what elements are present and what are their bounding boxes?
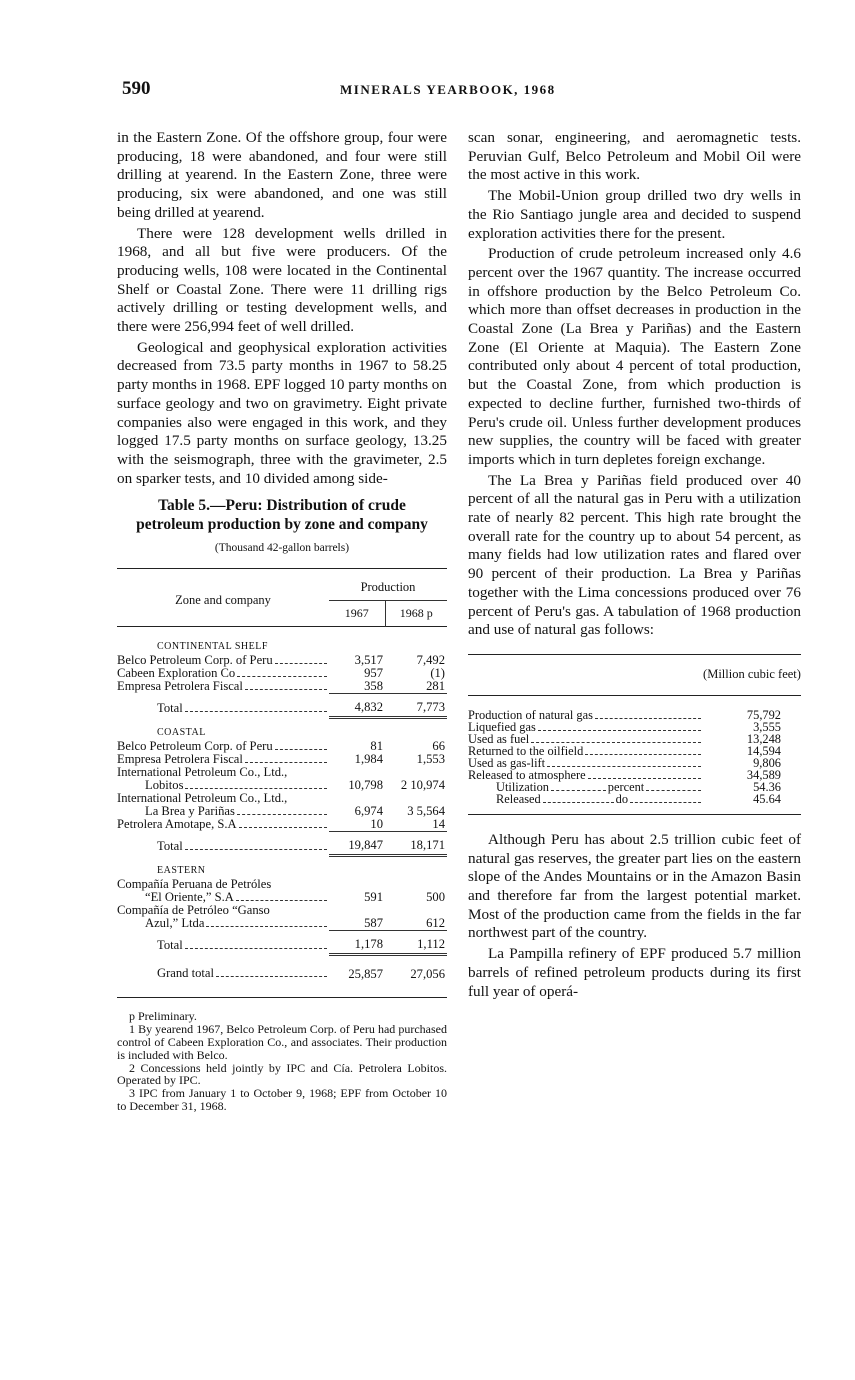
value-1967: 358 [364,678,383,693]
table-row [117,917,447,930]
paragraph: The La Brea y Pariñas field produced over 40 percent of all the natural gas in Peru with a utilization rate of nearly 82 percent. This high rate brought the overall rate for the country up to about 54 percent, as many fields had low utilization rates and flared over 90 percent of their production. La Brea y Pariñas together with the Lima concessions produced over 76 percent of Peru's gas. A tabulation of 1968 production and use of natural gas follows: [468,471,801,639]
row-label: International Petroleum Co., Ltd., [117,765,288,780]
row-unit: do [615,791,629,806]
gas-value: 14,594 [746,743,781,758]
running-header [118,78,778,102]
total-1967: 4,832 [329,693,385,718]
total-1967: 1,178 [329,930,385,955]
paragraph: in the Eastern Zone. Of the offshore group, four were producing, 18 were abandoned, and four were still drilling at yearend. In the Eastern Zone, three were producing, six were abandoned, and one was still being drilled at yearend. [117,129,447,221]
paragraph: Production of crude petroleum increased only 4.6 percent over the 1967 quantity. The increase occurred in offshore production by the Belco Petroleum Co. which more than offset decreases in production in the Coastal Zone (La Brea y Pariñas) and the Eastern Zone (El Oriente at Maquia). The Eastern Zone contributed only about 4 percent of total production, but the Coastal Zone, from which production is expected to decline further, furnished two-thirds of Peru's crude oil. Unless further development produces new supplies, the country will be faced with greater imports which in turn depletes foreign exchange. [468,245,801,468]
row-label: International Petroleum Co., Ltd., [117,790,288,805]
leader-dots [630,802,701,803]
production-table [117,568,447,983]
value-1967: 957 [364,665,383,680]
paragraph: There were 128 development wells drilled in 1968, and all but five were producers. Of the producing wells, 108 were located in the Continental Shelf or Coastal Zone. There were 11 drilling rigs actively drilling or testing development wells, and there were 256,994 feet of well drilled. [117,224,447,336]
leader-dots [185,788,327,789]
leader-dots [547,766,701,767]
paragraph: La Pampilla refinery of EPF produced 5.7 million barrels of refined petroleum products during its first full year of operá- [468,945,801,1000]
right-column [468,129,801,1001]
value-1968: 281 [426,678,445,693]
section-heading: CONTINENTAL SHELF [157,640,268,652]
gas-value: 34,589 [746,767,781,782]
value-1967: 81 [370,739,383,754]
leader-dots [585,754,701,755]
value-1967: 3,517 [354,652,383,667]
leader-dots [588,778,701,779]
total-row [117,693,447,718]
leader-dots [275,749,327,750]
table-row [468,794,801,806]
gas-value: 9,806 [753,755,781,770]
row-label: Total [157,937,183,952]
grand-total-1967: 25,857 [348,966,383,981]
leader-dots [185,948,327,949]
row-label: Belco Petroleum Corp. of Peru [117,652,273,667]
value-1968: 14 [432,816,445,831]
value-1968: 2 10,974 [400,778,445,793]
production-table-body [117,626,447,983]
paragraph: Geological and geophysical exploration activities decreased from 73.5 party months in 1967 to 58.25 party months in 1968. EPF logged 10 party months on surface geology and two on gravimetry. Eight private companies also were engaged in this work, and they logged 17.5 party months on surface geology, 13.25 with the seismograph, three with the gravimeter, 2.5 on sparker tests, and 10 divided among side- [117,338,447,487]
table-row [117,792,447,805]
value-1967: 10,798 [348,778,383,793]
leader-dots [595,718,701,719]
gas-table-body [468,695,801,814]
row-label: Production of natural gas [468,707,593,722]
row-unit: percent [607,779,645,794]
column-header-1968: 1968 p [399,606,433,621]
leader-dots [543,802,614,803]
gas-unit-header: (Million cubic feet) [703,666,801,681]
table-row [117,878,447,891]
leader-dots [185,849,327,850]
table-row [117,654,447,667]
row-label: Liquefied gas [468,719,536,734]
column-header-zone: Zone and company [117,569,329,627]
paragraph: The Mobil-Union group drilled two dry wells in the Rio Santiago jungle area and decided to suspend exploration activities there for the present. [468,187,801,242]
gas-value: 54.36 [753,779,781,794]
leader-dots [646,790,701,791]
gas-value: 13,248 [746,731,781,746]
table-caption: Table 5.—Peru: Distribution of crude petroleum production by zone and company [136,497,428,534]
value-1968: 66 [432,739,445,754]
row-label: Empresa Petrolera Fiscal [117,752,243,767]
section-heading: EASTERN [157,865,206,877]
value-1967: 10 [370,816,383,831]
value-1968: 7,492 [416,652,445,667]
leader-dots [275,663,327,664]
leader-dots [216,976,327,977]
table-row [117,818,447,831]
row-label: Used as fuel [468,731,530,746]
row-label: Compañía de Petróleo “Ganso [117,902,270,917]
paragraph: scan sonar, engineering, and aeromagnetic tests. Peruvian Gulf, Belco Petroleum and Mobil Oil were the most active in this work. [468,129,801,184]
row-label: Released to atmosphere [468,767,586,782]
row-label: Compañía Peruana de Petróles [117,877,272,892]
leader-dots [206,926,327,927]
leader-dots [538,730,701,731]
leader-dots [237,676,327,677]
value-1967: 587 [364,915,383,930]
value-1968: 612 [426,915,445,930]
footnote: 1 By yearend 1967, Belco Petroleum Corp. of Peru had purchased control of Cabeen Exploration Co., and associates. Their production is included with Belco. [117,1022,447,1062]
leader-dots [245,762,327,763]
gas-value: 45.64 [753,791,781,806]
value-1967: 6,974 [354,803,383,818]
table-bottom-rule [468,806,801,815]
row-label: Azul,” Ltda [145,916,205,931]
value-1968: 1,553 [416,752,445,767]
section-heading: COASTAL [157,727,206,739]
row-label: Petrolera Amotape, S.A [117,817,237,832]
gas-value: 75,792 [746,707,781,722]
section-row [117,626,447,653]
leader-dots [239,827,327,828]
row-label: Grand total [157,966,215,981]
total-1968: 7,773 [385,693,447,718]
table-row [117,891,447,904]
leader-dots [185,711,327,712]
total-1968: 18,171 [385,831,447,856]
grand-total-row [117,960,447,983]
value-1967: 591 [364,890,383,905]
value-1968: 500 [426,890,445,905]
footnote: 3 IPC from January 1 to October 9, 1968; EPF from October 10 to December 31, 1968. [117,1086,447,1113]
leader-dots [237,814,327,815]
gas-value: 3,555 [753,719,781,734]
row-label: Lobitos [145,777,184,792]
total-row [117,831,447,856]
total-row [117,930,447,955]
row-label: Total [157,700,183,715]
left-column [117,129,447,1113]
table-row [117,680,447,693]
row-label: Belco Petroleum Corp. of Peru [117,739,273,754]
footnote: 2 Concessions held jointly by IPC and Cía. Petrolera Lobitos. Operated by IPC. [117,1060,447,1088]
table-row [117,805,447,818]
value-1967: 1,984 [354,752,383,767]
section-row [117,861,447,878]
row-label: Returned to the oilfield [468,743,584,758]
table-row [117,904,447,917]
row-label: “El Oriente,” S.A [145,889,234,904]
paragraph: Although Peru has about 2.5 trillion cubic feet of natural gas reserves, the greater part lies on the eastern slope of the Andes Mountains or in the Amazon Basin and therefore far from the largest potential market. Most of the production came from the fields in the far northwest part of the country. [468,830,801,942]
row-label: Released [496,791,541,806]
page-number: 590 [122,78,151,99]
grand-total-1968: 27,056 [410,966,445,981]
row-label: Utilization [496,779,549,794]
leader-dots [551,790,606,791]
footnote: p Preliminary. [129,1009,197,1024]
running-title: MINERALS YEARBOOK, 1968 [340,82,556,97]
row-label: Total [157,838,183,853]
leader-dots [236,900,327,901]
total-1968: 1,112 [385,930,447,955]
value-1968: 3 5,564 [407,803,445,818]
natural-gas-table [468,654,801,815]
row-label: Cabeen Exploration Co [117,665,236,680]
column-header-production: Production [329,569,447,601]
footnotes [117,997,447,1112]
row-label: Empresa Petrolera Fiscal [117,679,243,694]
row-label: La Brea y Pariñas [145,803,235,818]
leader-dots [531,742,701,743]
value-1968: (1) [430,665,445,680]
table-row [117,779,447,792]
table-row [117,667,447,680]
table-unit: (Thousand 42-gallon barrels) [214,542,350,555]
leader-dots [245,689,327,690]
total-1967: 19,847 [329,831,385,856]
section-row [117,723,447,740]
column-header-1967: 1967 [329,601,385,627]
row-label: Used as gas-lift [468,755,546,770]
